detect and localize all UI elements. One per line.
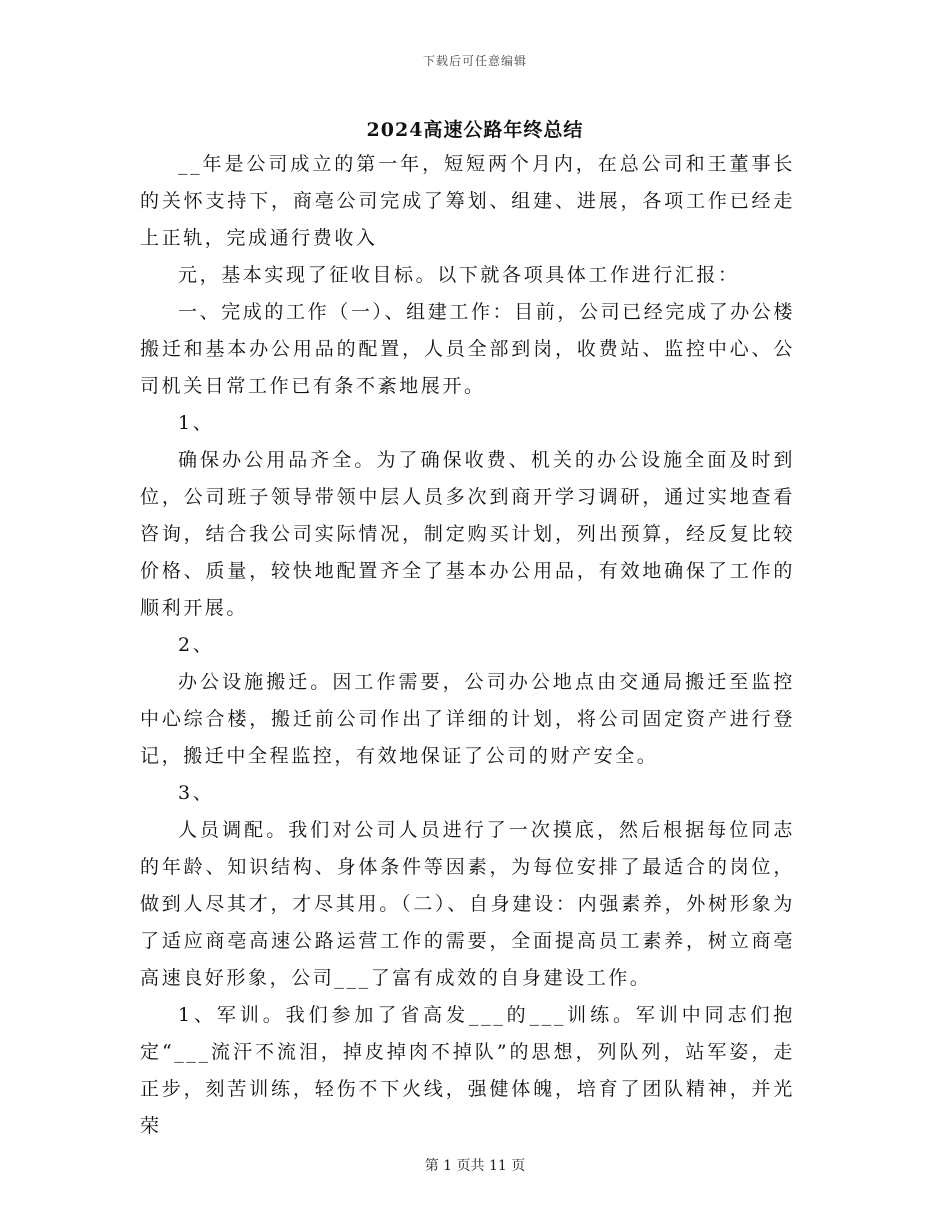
paragraph: 办公设施搬迁。因工作需要，公司办公地点由交通局搬迁至监控中心综合楼，搬迁前公司作出了详细的计划，将公司固定资产进行登记，搬迁中全程监控，有效地保证了公司的财产安全。	[140, 671, 795, 767]
paragraph: 人员调配。我们对公司人员进行了一次摸底，然后根据每位同志的年龄、知识结构、身体条件等因素，为每位安排了最适合的岗位，做到人尽其才，才尽其用。（二）、自身建设：内强素养，外树形象为了适应商亳高速公路运营工作的需要，全面提高员工素养，树立商亳高速良好形象，公司___了富有成效的自身建设工作。	[140, 819, 795, 989]
paragraph: 元，基本实现了征收目标。以下就各项具体工作进行汇报：	[178, 264, 740, 286]
paragraph: 3、	[178, 782, 215, 804]
paragraph: 1、军训。我们参加了省高发___的___训练。军训中同志们抱定“___流汗不流泪，掉皮掉肉不掉队”的思想，列队列，站军姿，走正步，刻苦训练，轻伤不下火线，强健体魄，培育了团队精神，并光荣	[140, 1004, 795, 1137]
paragraph: 一、完成的工作（一）、组建工作：目前，公司已经完成了办公楼搬迁和基本办公用品的配置，人员全部到岗，收费站、监控中心、公司机关日常工作已有条不紊地展开。	[140, 301, 795, 397]
document-title: 2024高速公路年终总结	[366, 119, 584, 141]
paragraph: 1、	[178, 412, 215, 434]
paragraph: 2、	[178, 634, 215, 656]
page-number: 第 1 页共 11 页	[424, 1158, 526, 1174]
paragraph: 确保办公用品齐全。为了确保收费、机关的办公设施全面及时到位，公司班子领导带领中层人员多次到商开学习调研，通过实地查看咨询，结合我公司实际情况，制定购买计划，列出预算，经反复比较价格、质量，较快地配置齐全了基本办公用品，有效地确保了工作的顺利开展。	[140, 449, 795, 619]
document-body	[140, 146, 795, 1145]
page-header-note: 下载后可任意编辑	[422, 54, 527, 68]
paragraph: __年是公司成立的第一年，短短两个月内，在总公司和王董事长的关怀支持下，商亳公司完成了筹划、组建、进展，各项工作已经走上正轨，完成通行费收入	[140, 153, 795, 249]
